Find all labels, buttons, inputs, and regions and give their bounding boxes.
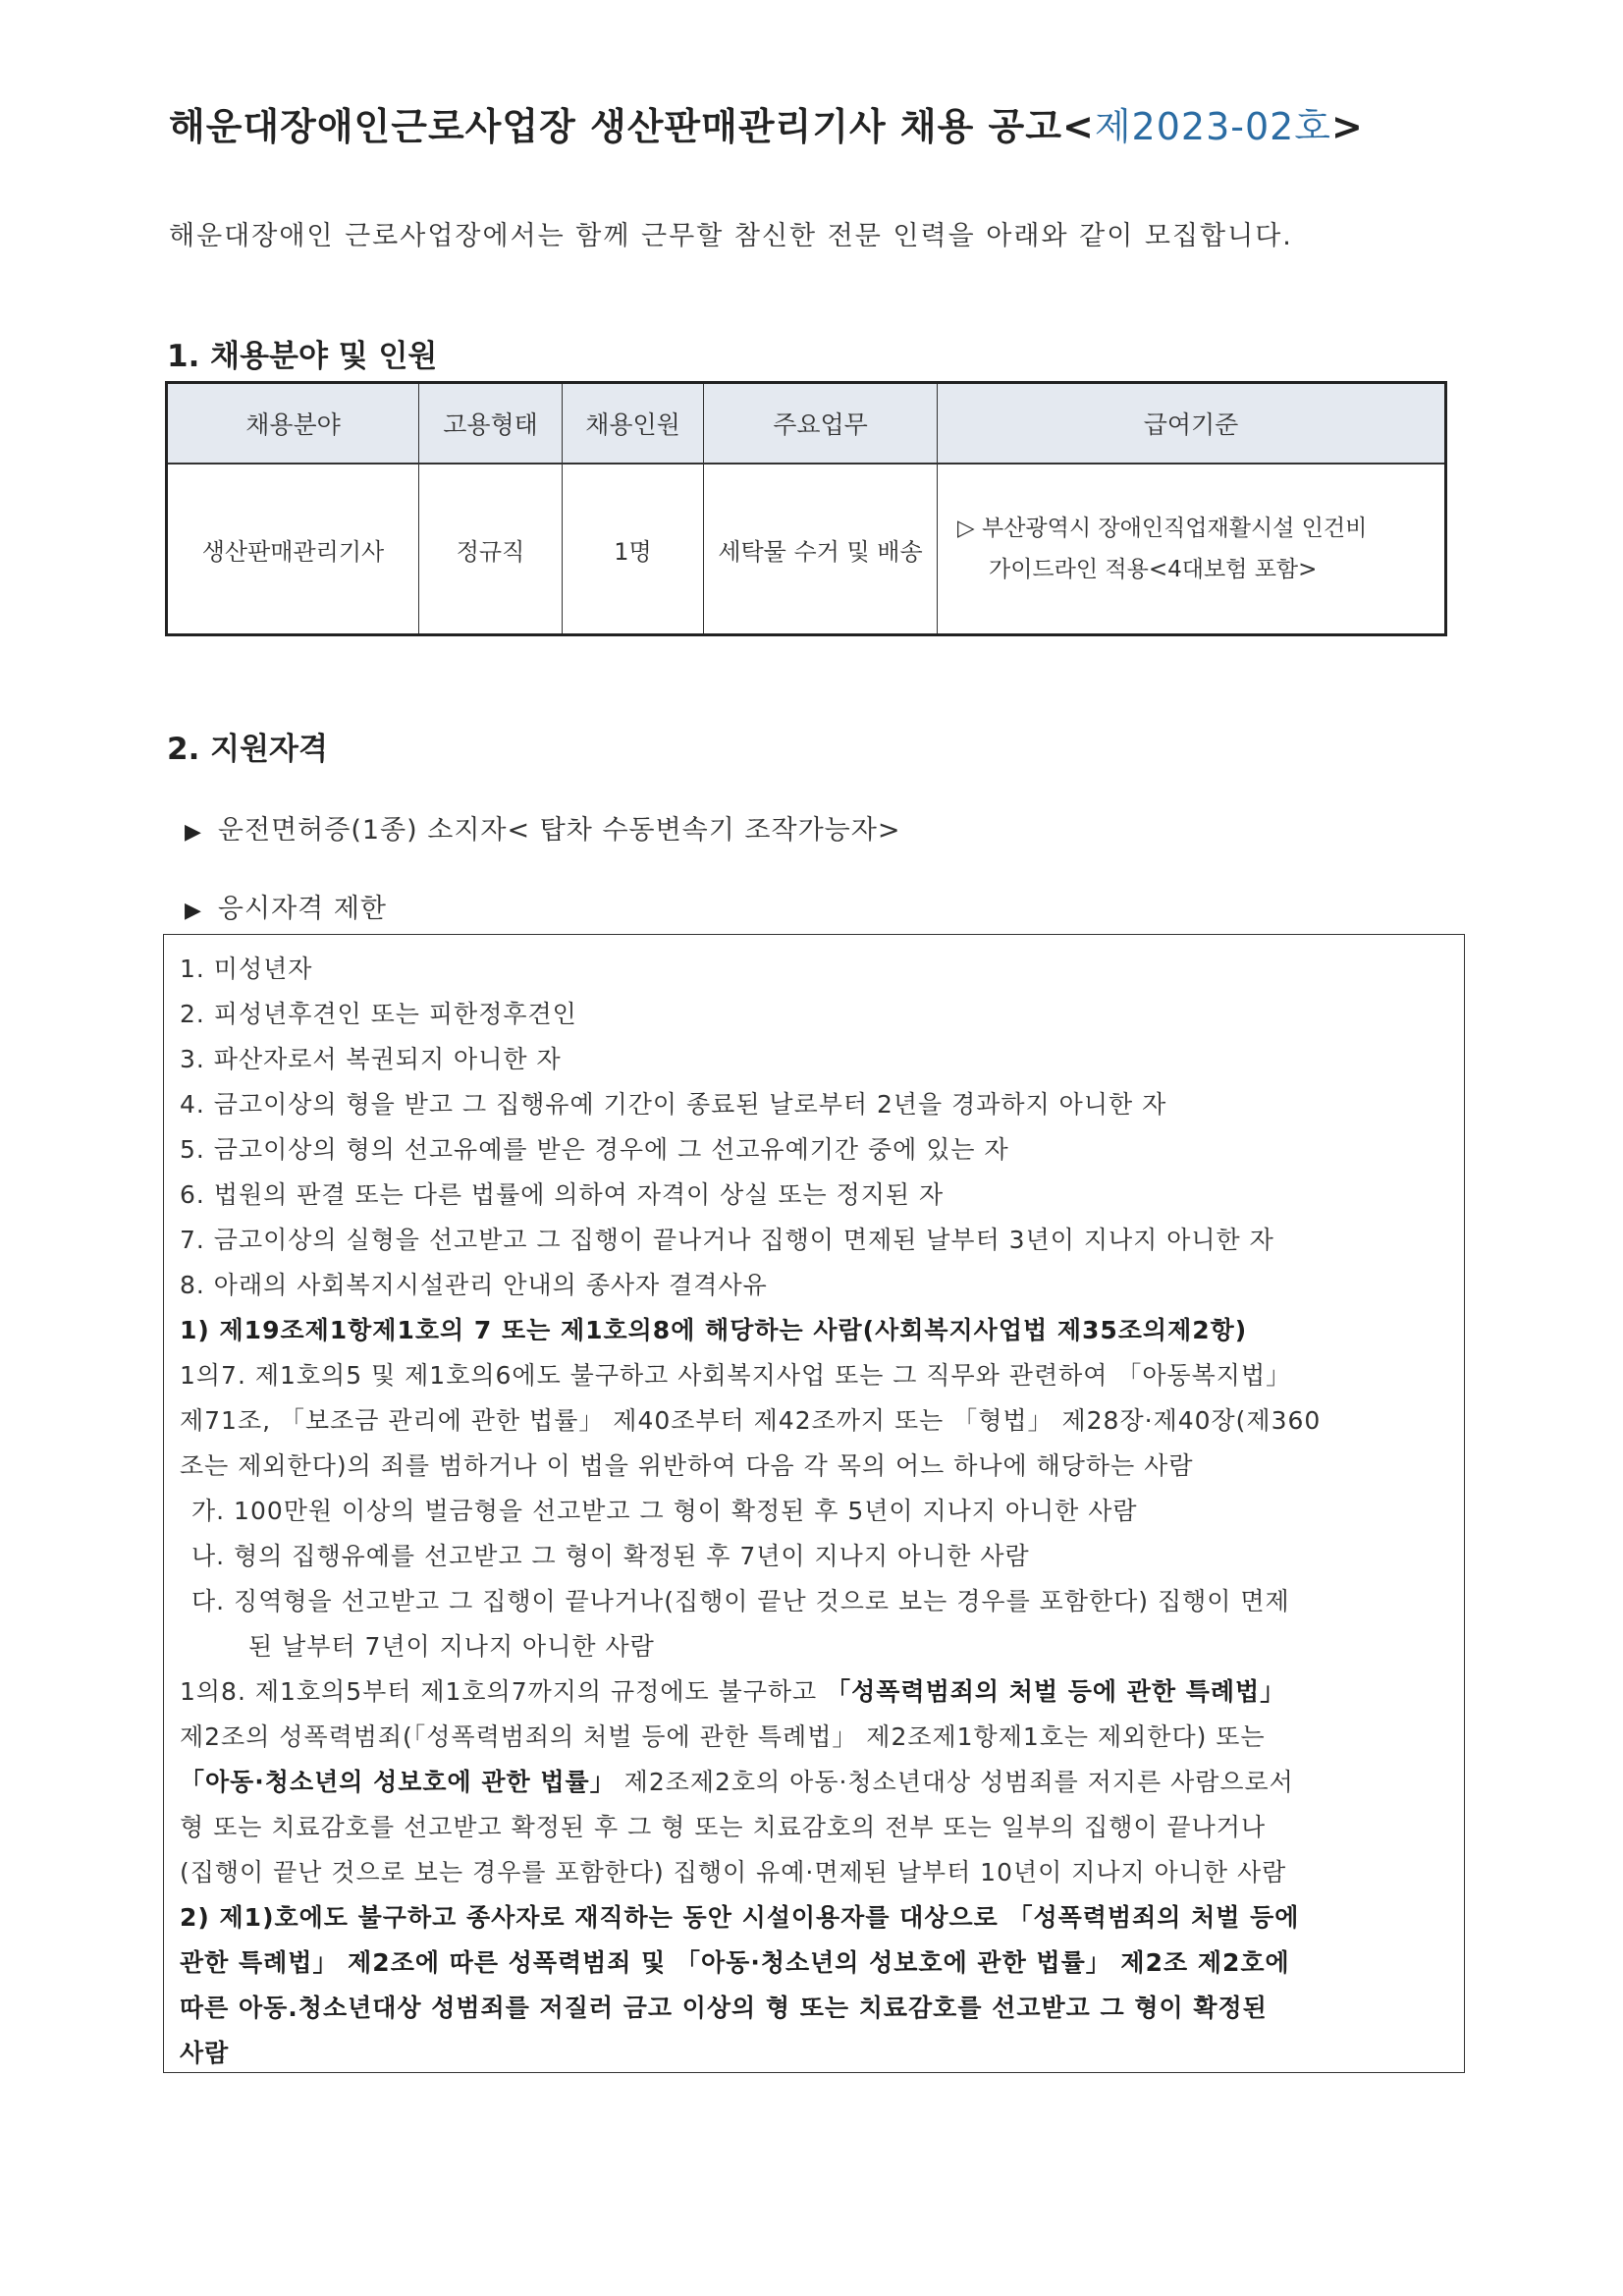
restriction-line: 사람 <box>180 2039 230 2067</box>
table-cell-count: 1명 <box>563 465 704 633</box>
restriction-line: 따른 아동.청소년대상 성범죄를 저질러 금고 이상의 형 또는 치료감호를 선고받고 그 형이 확정된 <box>180 1994 1268 2022</box>
pay-line1: ▷ 부산광역시 장애인직업재활시설 인건비 <box>957 516 1368 541</box>
restriction-line: 2) 제1)호에도 불구하고 종사자로 재직하는 동안 시설이용자를 대상으로 「성폭력범죄의 처벌 등에 <box>180 1903 1300 1932</box>
intro-text: 해운대장애인 근로사업장에서는 함께 근무할 참신한 전문 인력을 아래와 같이 모집합니다. <box>169 221 1293 251</box>
recruitment-table <box>165 381 1447 636</box>
table-header-pay: 급여기준 <box>938 384 1444 465</box>
table-cell-type: 정규직 <box>419 465 563 633</box>
restriction-line: 1) 제19조제1항제1호의 7 또는 제1호의8에 해당하는 사람(사회복지사업법 제35조의제2항) <box>180 1316 1248 1344</box>
restriction-line: 6. 법원의 판결 또는 다른 법률에 의하여 자격이 상실 또는 정지된 자 <box>180 1180 945 1209</box>
restriction-line: 관한 특례법」 제2조에 따른 성폭력범죄 및 「아동·청소년의 성보호에 관한 법률」 제2조 제2호에 <box>180 1948 1290 1977</box>
restriction-line: 제71조, 「보조금 관리에 관한 법률」 제40조부터 제42조까지 또는 「형법」 제28장·제40장(제360 <box>180 1406 1322 1435</box>
restriction-line: 조는 제외한다)의 죄를 범하거나 이 법을 위반하여 다음 각 목의 어느 하나에 해당하는 사람 <box>180 1451 1194 1480</box>
table-cell-pay <box>938 465 1444 633</box>
restriction-line: (집행이 끝난 것으로 보는 경우를 포함한다) 집행이 유예·면제된 날부터 10년이 지나지 아니한 사람 <box>180 1858 1287 1886</box>
document-title <box>169 96 1364 150</box>
restriction-line: 형 또는 치료감호를 선고받고 확정된 후 그 형 또는 치료감호의 전부 또는 일부의 집행이 끝나거나 <box>180 1813 1267 1841</box>
restriction-line: 4. 금고이상의 형을 받고 그 집행유예 기간이 종료된 날로부터 2년을 경과하지 아니한 자 <box>180 1090 1167 1119</box>
restriction-line: 3. 파산자로서 복권되지 아니한 자 <box>180 1045 562 1073</box>
restriction-line: 7. 금고이상의 실형을 선고받고 그 집행이 끝나거나 집행이 면제된 날부터 3년이 지나지 아니한 자 <box>180 1226 1274 1254</box>
restriction-line: 1. 미성년자 <box>180 955 313 983</box>
restriction-line <box>180 1763 1294 1798</box>
section2-heading: 2. 지원자격 <box>167 732 328 767</box>
table-header-count: 채용인원 <box>563 384 704 465</box>
table-cell-field: 생산판매관리기사 <box>168 465 419 633</box>
title-close: > <box>1331 105 1364 148</box>
restriction-line: 다. 징역형을 선고받고 그 집행이 끝나거나(집행이 끝난 것으로 보는 경우를 포함한다) 집행이 면제 <box>191 1587 1290 1615</box>
restriction-line: 5. 금고이상의 형의 선고유예를 받은 경우에 그 선고유예기간 중에 있는 자 <box>180 1135 1009 1164</box>
triangle-bullet-icon: ▶ <box>185 820 202 845</box>
restriction-text-bold: 「아동·청소년의 성보호에 관한 법률」 <box>180 1768 616 1796</box>
table-header-duty: 주요업무 <box>704 384 938 465</box>
qualification-bullet-restriction <box>185 887 387 925</box>
restriction-line: 된 날부터 7년이 지나지 아니한 사람 <box>248 1632 655 1661</box>
title-number: 제2023-02호 <box>1094 105 1332 148</box>
qualification-bullet-license <box>185 808 900 847</box>
table-header-type: 고용형태 <box>419 384 563 465</box>
table-header-field: 채용분야 <box>168 384 419 465</box>
restriction-line: 1의7. 제1호의5 및 제1호의6에도 불구하고 사회복지사업 또는 그 직무와 관련하여 「아동복지법」 <box>180 1361 1292 1390</box>
triangle-bullet-icon: ▶ <box>185 899 202 923</box>
restriction-line: 제2조의 성폭력범죄(「성폭력범죄의 처벌 등에 관한 특례법」 제2조제1항제1호는 제외한다) 또는 <box>180 1722 1266 1751</box>
restriction-text: 제2조제2호의 아동·청소년대상 성범죄를 저지른 사람으로서 <box>615 1768 1294 1796</box>
restriction-heading: 응시자격 제한 <box>217 894 387 924</box>
restriction-box <box>163 934 1465 2073</box>
restriction-line: 나. 형의 집행유예를 선고받고 그 형이 확정된 후 7년이 지나지 아니한 사람 <box>191 1542 1030 1570</box>
pay-line2: 가이드라인 적용<4대보험 포함> <box>989 557 1318 582</box>
title-main: 해운대장애인근로사업장 생산판매관리기사 채용 공고< <box>169 105 1095 148</box>
restriction-text: 1의8. 제1호의5부터 제1호의7까지의 규정에도 불구하고 <box>180 1677 827 1706</box>
table-cell-duty: 세탁물 수거 및 배송 <box>704 465 938 633</box>
restriction-line: 가. 100만원 이상의 벌금형을 선고받고 그 형이 확정된 후 5년이 지나지 아니한 사람 <box>191 1497 1138 1525</box>
restriction-line: 2. 피성년후견인 또는 피한정후견인 <box>180 1000 577 1028</box>
section1-heading: 1. 채용분야 및 인원 <box>167 339 438 374</box>
license-text: 운전면허증(1종) 소지자< 탑차 수동변속기 조작가능자> <box>217 815 901 846</box>
restriction-text-bold: 「성폭력범죄의 처벌 등에 관한 특례법」 <box>826 1677 1286 1706</box>
restriction-line: 8. 아래의 사회복지시설관리 안내의 종사자 결격사유 <box>180 1271 768 1299</box>
restriction-line <box>180 1672 1285 1708</box>
